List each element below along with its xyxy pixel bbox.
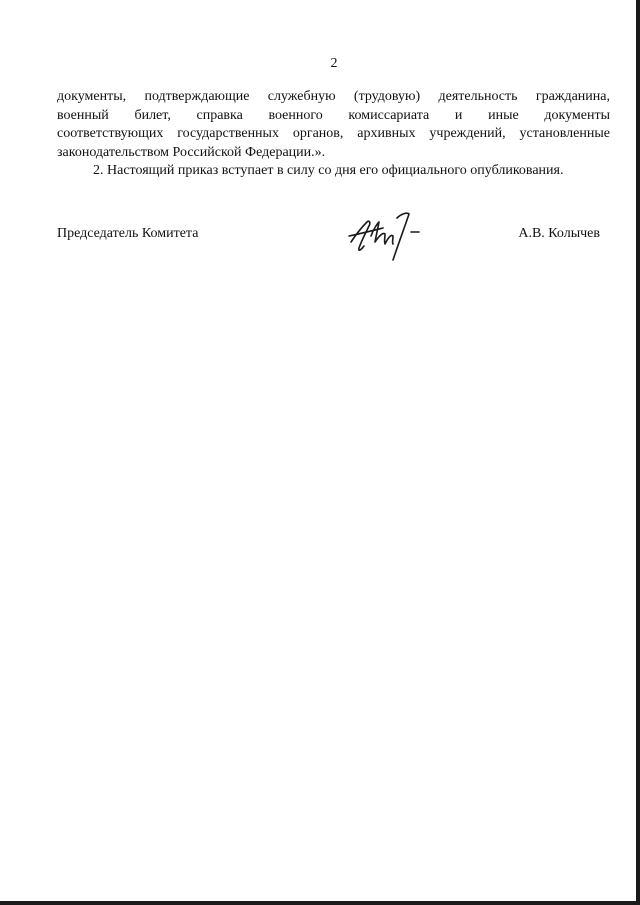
body-text (57, 88, 610, 181)
signature-block (57, 220, 610, 270)
scan-edge-right (636, 0, 640, 905)
signatory-name: А.В. Колычев (518, 226, 600, 241)
paragraph-line: документы, подтверждающие служебную (трудовую) деятельность гражданина, (57, 89, 610, 104)
page-number: 2 (330, 56, 338, 71)
paragraph-effective-date: 2. Настоящий приказ вступает в силу со дня его официального опубликования. (93, 163, 564, 178)
paragraph-line: законодательством Российской Федерации.». (57, 144, 326, 160)
paragraph-line: военный билет, справка военного комиссариата и иные документы (57, 107, 610, 123)
signatory-position: Председатель Комитета (57, 226, 199, 241)
scan-edge-bottom (0, 901, 640, 905)
handwritten-signature-icon (345, 206, 435, 266)
paragraph-line: соответствующих государственных органов, архивных учреждений, установленные (57, 126, 610, 141)
